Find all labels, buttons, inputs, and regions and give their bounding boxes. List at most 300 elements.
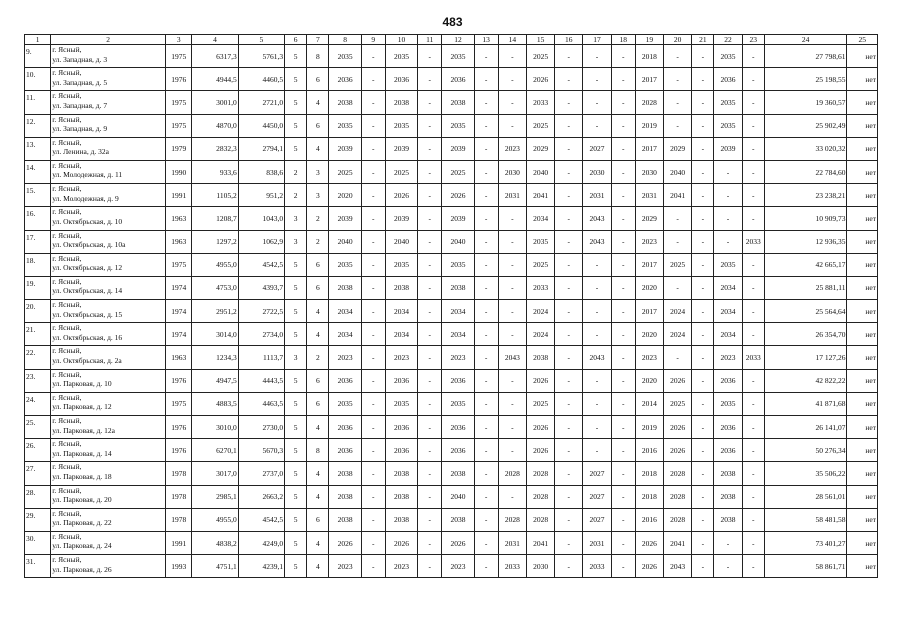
cell-col-18: - [611, 416, 635, 439]
cell-col-5: 4393,7 [238, 276, 284, 299]
cell-col-15: 2041 [526, 184, 554, 207]
address-city: г. Ясный, [52, 207, 82, 217]
cell-col-22: 2034 [714, 300, 742, 323]
cell-col-10: 2035 [385, 114, 417, 137]
cell-col-9: - [361, 230, 385, 253]
cell-col-4: 4944,5 [192, 68, 238, 91]
cell-col-10: 2026 [385, 184, 417, 207]
cell-col-22: 2039 [714, 137, 742, 160]
cell-col-23: - [742, 207, 764, 230]
cell-col-21: - [692, 207, 714, 230]
address-city: г. Ясный, [52, 323, 82, 333]
cell-col-6: 5 [285, 369, 307, 392]
cell-col-8: 2038 [329, 508, 361, 531]
cell-col-22: - [714, 184, 742, 207]
cell-col-15: 2041 [526, 531, 554, 554]
address-street: ул. Молодежная, д. 9 [52, 193, 119, 203]
cell-col-12: 2035 [442, 114, 474, 137]
column-number: 18 [611, 35, 635, 45]
cell-col-12: 2034 [442, 323, 474, 346]
cell-col-17: 2031 [583, 531, 611, 554]
cell-col-17: 2027 [583, 508, 611, 531]
cell-col-17: - [583, 68, 611, 91]
cell-col-14: - [498, 439, 526, 462]
cell-col-25: нет [847, 68, 878, 91]
row-number: 19. [25, 276, 51, 299]
housing-register-table [24, 34, 878, 578]
address-cell [51, 160, 166, 183]
cell-col-21: - [692, 114, 714, 137]
row-number: 23. [25, 369, 51, 392]
cell-col-20: 2029 [664, 137, 692, 160]
cell-col-4: 1208,7 [192, 207, 238, 230]
column-number-row [25, 35, 878, 45]
cell-col-4: 2832,3 [192, 137, 238, 160]
row-number: 9. [25, 45, 51, 68]
cell-col-22: 2035 [714, 114, 742, 137]
cell-col-11: - [418, 531, 442, 554]
cell-col-25: нет [847, 369, 878, 392]
cell-col-6: 5 [285, 68, 307, 91]
cell-col-5: 1043,0 [238, 207, 284, 230]
cell-col-4: 4883,5 [192, 392, 238, 415]
table-row [25, 230, 878, 253]
cell-col-14: - [498, 276, 526, 299]
cell-col-3: 1975 [166, 114, 192, 137]
cell-col-25: нет [847, 160, 878, 183]
cell-col-8: 2035 [329, 114, 361, 137]
row-number: 13. [25, 137, 51, 160]
cell-col-10: 2023 [385, 346, 417, 369]
cell-col-7: 4 [307, 416, 329, 439]
cell-col-10: 2035 [385, 45, 417, 68]
cell-col-4: 3010,0 [192, 416, 238, 439]
cell-col-8: 2035 [329, 253, 361, 276]
cell-col-16: - [555, 207, 583, 230]
cell-col-21: - [692, 369, 714, 392]
cell-col-24: 17 127,26 [764, 346, 847, 369]
address-cell [51, 531, 166, 554]
address-city: г. Ясный, [52, 45, 82, 54]
address-cell [51, 184, 166, 207]
cell-col-24: 25 881,11 [764, 276, 847, 299]
cell-col-15: 2040 [526, 160, 554, 183]
cell-col-24: 12 936,35 [764, 230, 847, 253]
address-street: ул. Парковая, д. 12 [52, 402, 112, 412]
cell-col-14: 2031 [498, 184, 526, 207]
cell-col-22: - [714, 230, 742, 253]
cell-col-8: 2035 [329, 392, 361, 415]
cell-col-5: 2734,0 [238, 323, 284, 346]
cell-col-9: - [361, 323, 385, 346]
cell-col-23: - [742, 137, 764, 160]
cell-col-15: 2026 [526, 369, 554, 392]
row-number: 29. [25, 508, 51, 531]
address-city: г. Ясный, [52, 253, 82, 263]
cell-col-24: 42 822,22 [764, 369, 847, 392]
cell-col-7: 4 [307, 531, 329, 554]
cell-col-6: 5 [285, 416, 307, 439]
address-cell [51, 323, 166, 346]
cell-col-20: 2024 [664, 323, 692, 346]
cell-col-18: - [611, 300, 635, 323]
address-city: г. Ясный, [52, 68, 82, 78]
cell-col-25: нет [847, 300, 878, 323]
cell-col-21: - [692, 485, 714, 508]
cell-col-18: - [611, 323, 635, 346]
cell-col-19: 2017 [635, 253, 663, 276]
cell-col-20: 2028 [664, 508, 692, 531]
cell-col-19: 2016 [635, 439, 663, 462]
cell-col-11: - [418, 369, 442, 392]
table-row [25, 207, 878, 230]
cell-col-13: - [474, 346, 498, 369]
cell-col-13: - [474, 508, 498, 531]
address-street: ул. Ленина, д. 32а [52, 147, 109, 157]
cell-col-13: - [474, 300, 498, 323]
cell-col-21: - [692, 276, 714, 299]
row-number: 21. [25, 323, 51, 346]
cell-col-22: 2035 [714, 91, 742, 114]
cell-col-25: нет [847, 508, 878, 531]
address-cell [51, 462, 166, 485]
address-street: ул. Западная, д. 5 [52, 77, 108, 87]
cell-col-24: 35 506,22 [764, 462, 847, 485]
table-row [25, 416, 878, 439]
address-city: г. Ясный, [52, 508, 82, 518]
cell-col-6: 5 [285, 114, 307, 137]
cell-col-15: 2034 [526, 207, 554, 230]
cell-col-16: - [555, 439, 583, 462]
cell-col-7: 6 [307, 68, 329, 91]
cell-col-18: - [611, 68, 635, 91]
cell-col-25: нет [847, 91, 878, 114]
cell-col-23: 2033 [742, 346, 764, 369]
cell-col-3: 1990 [166, 160, 192, 183]
cell-col-13: - [474, 253, 498, 276]
cell-col-10: 2040 [385, 230, 417, 253]
cell-col-16: - [555, 137, 583, 160]
cell-col-3: 1975 [166, 91, 192, 114]
cell-col-15: 2028 [526, 508, 554, 531]
address-cell [51, 300, 166, 323]
cell-col-14: - [498, 369, 526, 392]
cell-col-25: нет [847, 276, 878, 299]
cell-col-22: 2035 [714, 45, 742, 68]
cell-col-12: 2025 [442, 160, 474, 183]
cell-col-13: - [474, 369, 498, 392]
row-number: 28. [25, 485, 51, 508]
cell-col-23: - [742, 485, 764, 508]
cell-col-14: - [498, 45, 526, 68]
cell-col-9: - [361, 346, 385, 369]
cell-col-18: - [611, 462, 635, 485]
cell-col-20: - [664, 207, 692, 230]
cell-col-23: - [742, 300, 764, 323]
address-cell [51, 485, 166, 508]
cell-col-15: 2038 [526, 346, 554, 369]
cell-col-19: 2026 [635, 555, 663, 578]
cell-col-11: - [418, 300, 442, 323]
cell-col-11: - [418, 253, 442, 276]
row-number: 26. [25, 439, 51, 462]
cell-col-16: - [555, 160, 583, 183]
row-number: 17. [25, 230, 51, 253]
cell-col-8: 2036 [329, 68, 361, 91]
cell-col-20: 2026 [664, 416, 692, 439]
row-number: 30. [25, 531, 51, 554]
cell-col-22: - [714, 531, 742, 554]
address-city: г. Ясный, [52, 230, 82, 240]
cell-col-22: 2038 [714, 508, 742, 531]
column-number: 6 [285, 35, 307, 45]
row-number: 15. [25, 184, 51, 207]
cell-col-6: 5 [285, 253, 307, 276]
address-cell [51, 114, 166, 137]
cell-col-20: 2028 [664, 485, 692, 508]
cell-col-15: 2029 [526, 137, 554, 160]
cell-col-16: - [555, 91, 583, 114]
column-number: 16 [555, 35, 583, 45]
cell-col-4: 1105,2 [192, 184, 238, 207]
cell-col-24: 26 141,07 [764, 416, 847, 439]
cell-col-9: - [361, 485, 385, 508]
cell-col-4: 4870,0 [192, 114, 238, 137]
cell-col-13: - [474, 392, 498, 415]
cell-col-12: 2035 [442, 392, 474, 415]
cell-col-19: 2018 [635, 45, 663, 68]
page-number: 483 [442, 15, 463, 29]
cell-col-5: 5670,3 [238, 439, 284, 462]
cell-col-19: 2029 [635, 207, 663, 230]
cell-col-20: 2028 [664, 462, 692, 485]
cell-col-10: 2036 [385, 369, 417, 392]
cell-col-16: - [555, 184, 583, 207]
cell-col-7: 6 [307, 253, 329, 276]
cell-col-10: 2038 [385, 485, 417, 508]
cell-col-20: 2041 [664, 531, 692, 554]
cell-col-10: 2023 [385, 555, 417, 578]
cell-col-10: 2038 [385, 462, 417, 485]
column-number: 2 [51, 35, 166, 45]
cell-col-9: - [361, 253, 385, 276]
address-street: ул. Молодежная, д. 11 [52, 170, 123, 180]
cell-col-18: - [611, 392, 635, 415]
cell-col-15: 2025 [526, 392, 554, 415]
cell-col-5: 4249,0 [238, 531, 284, 554]
cell-col-11: - [418, 230, 442, 253]
cell-col-15: 2033 [526, 91, 554, 114]
cell-col-16: - [555, 555, 583, 578]
cell-col-13: - [474, 68, 498, 91]
cell-col-15: 2035 [526, 230, 554, 253]
cell-col-7: 6 [307, 369, 329, 392]
cell-col-11: - [418, 276, 442, 299]
cell-col-11: - [418, 114, 442, 137]
cell-col-24: 42 665,17 [764, 253, 847, 276]
cell-col-15: 2028 [526, 462, 554, 485]
cell-col-6: 5 [285, 508, 307, 531]
cell-col-24: 10 909,73 [764, 207, 847, 230]
cell-col-6: 5 [285, 439, 307, 462]
cell-col-19: 2020 [635, 369, 663, 392]
cell-col-12: 2040 [442, 230, 474, 253]
cell-col-11: - [418, 485, 442, 508]
cell-col-5: 951,2 [238, 184, 284, 207]
cell-col-16: - [555, 45, 583, 68]
cell-col-17: - [583, 439, 611, 462]
cell-col-6: 5 [285, 137, 307, 160]
cell-col-10: 2025 [385, 160, 417, 183]
cell-col-8: 2036 [329, 439, 361, 462]
cell-col-17: 2043 [583, 346, 611, 369]
cell-col-14: 2043 [498, 346, 526, 369]
cell-col-21: - [692, 392, 714, 415]
cell-col-25: нет [847, 137, 878, 160]
cell-col-3: 1993 [166, 555, 192, 578]
column-number: 25 [847, 35, 878, 45]
cell-col-10: 2034 [385, 323, 417, 346]
address-city: г. Ясный, [52, 137, 82, 147]
cell-col-17: - [583, 45, 611, 68]
cell-col-5: 5761,3 [238, 45, 284, 68]
cell-col-25: нет [847, 485, 878, 508]
cell-col-4: 4753,0 [192, 276, 238, 299]
cell-col-14: - [498, 323, 526, 346]
cell-col-3: 1976 [166, 439, 192, 462]
address-street: ул. Парковая, д. 10 [52, 379, 112, 389]
cell-col-7: 2 [307, 346, 329, 369]
cell-col-23: - [742, 369, 764, 392]
cell-col-16: - [555, 508, 583, 531]
cell-col-24: 25 198,55 [764, 68, 847, 91]
cell-col-16: - [555, 230, 583, 253]
cell-col-13: - [474, 114, 498, 137]
column-number: 17 [583, 35, 611, 45]
address-city: г. Ясный, [52, 114, 82, 124]
cell-col-18: - [611, 369, 635, 392]
cell-col-25: нет [847, 230, 878, 253]
cell-col-17: - [583, 300, 611, 323]
cell-col-17: - [583, 91, 611, 114]
cell-col-13: - [474, 276, 498, 299]
address-street: ул. Парковая, д. 26 [52, 564, 112, 574]
cell-col-10: 2035 [385, 253, 417, 276]
cell-col-14: - [498, 485, 526, 508]
cell-col-13: - [474, 91, 498, 114]
column-number: 7 [307, 35, 329, 45]
cell-col-12: 2038 [442, 462, 474, 485]
cell-col-3: 1974 [166, 323, 192, 346]
cell-col-7: 3 [307, 184, 329, 207]
cell-col-22: 2036 [714, 369, 742, 392]
cell-col-5: 2730,0 [238, 416, 284, 439]
cell-col-24: 25 564,64 [764, 300, 847, 323]
address-cell [51, 253, 166, 276]
cell-col-19: 2017 [635, 137, 663, 160]
cell-col-8: 2025 [329, 160, 361, 183]
column-number: 4 [192, 35, 238, 45]
row-number: 24. [25, 392, 51, 415]
cell-col-7: 4 [307, 485, 329, 508]
row-number: 25. [25, 416, 51, 439]
cell-col-3: 1979 [166, 137, 192, 160]
address-city: г. Ясный, [52, 369, 82, 379]
cell-col-14: 2033 [498, 555, 526, 578]
cell-col-21: - [692, 68, 714, 91]
address-cell [51, 91, 166, 114]
cell-col-21: - [692, 184, 714, 207]
cell-col-12: 2039 [442, 207, 474, 230]
cell-col-16: - [555, 253, 583, 276]
cell-col-24: 26 354,70 [764, 323, 847, 346]
cell-col-12: 2034 [442, 300, 474, 323]
cell-col-18: - [611, 45, 635, 68]
cell-col-5: 4443,5 [238, 369, 284, 392]
cell-col-8: 2039 [329, 207, 361, 230]
cell-col-9: - [361, 184, 385, 207]
cell-col-4: 4947,5 [192, 369, 238, 392]
cell-col-17: - [583, 369, 611, 392]
cell-col-5: 1113,7 [238, 346, 284, 369]
table-row [25, 392, 878, 415]
cell-col-16: - [555, 392, 583, 415]
cell-col-7: 6 [307, 276, 329, 299]
cell-col-6: 2 [285, 160, 307, 183]
cell-col-22: 2023 [714, 346, 742, 369]
cell-col-4: 3001,0 [192, 91, 238, 114]
cell-col-20: - [664, 276, 692, 299]
cell-col-23: - [742, 160, 764, 183]
cell-col-4: 6317,3 [192, 45, 238, 68]
cell-col-14: - [498, 207, 526, 230]
cell-col-16: - [555, 485, 583, 508]
cell-col-8: 2034 [329, 300, 361, 323]
cell-col-3: 1963 [166, 230, 192, 253]
cell-col-20: 2026 [664, 369, 692, 392]
cell-col-20: 2025 [664, 253, 692, 276]
address-city: г. Ясный, [52, 531, 82, 541]
cell-col-15: 2028 [526, 485, 554, 508]
cell-col-17: - [583, 416, 611, 439]
cell-col-7: 6 [307, 392, 329, 415]
cell-col-16: - [555, 462, 583, 485]
cell-col-9: - [361, 369, 385, 392]
table-row [25, 300, 878, 323]
address-city: г. Ясный, [52, 555, 82, 565]
address-city: г. Ясный, [52, 462, 82, 472]
row-number: 16. [25, 207, 51, 230]
column-number: 5 [238, 35, 284, 45]
column-number: 22 [714, 35, 742, 45]
cell-col-8: 2038 [329, 485, 361, 508]
address-city: г. Ясный, [52, 184, 82, 194]
cell-col-3: 1975 [166, 45, 192, 68]
cell-col-24: 28 561,01 [764, 485, 847, 508]
cell-col-13: - [474, 555, 498, 578]
row-number: 20. [25, 300, 51, 323]
cell-col-16: - [555, 346, 583, 369]
cell-col-14: - [498, 253, 526, 276]
cell-col-12: 2038 [442, 508, 474, 531]
cell-col-6: 5 [285, 300, 307, 323]
cell-col-4: 6270,1 [192, 439, 238, 462]
column-number: 24 [764, 35, 847, 45]
cell-col-9: - [361, 439, 385, 462]
cell-col-25: нет [847, 416, 878, 439]
table-row [25, 462, 878, 485]
cell-col-15: 2026 [526, 416, 554, 439]
